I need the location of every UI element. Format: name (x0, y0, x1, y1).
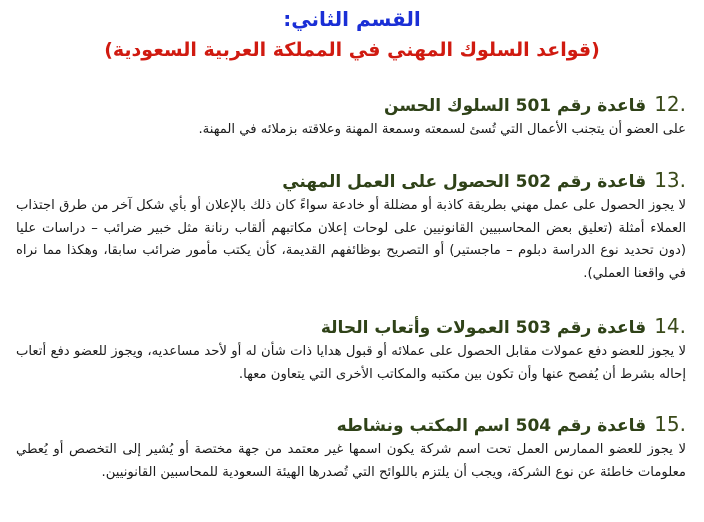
rule-body: لا يجوز للعضو الممارس العمل تحت اسم شركة يكون اسمها غير معتمد من جهة مختصة أو يُشير إلى التخصص أو يُعطي معلومات خاطئة عن نوع الشركة، ويجب أن يلتزم باللوائح التي تُصدرها الهيئة السعودية للمحاسبين القانونيين. (16, 442, 686, 480)
section-title: القسم الثاني: (283, 7, 421, 31)
rule-body: لا يجوز للعضو دفع عمولات مقابل الحصول على عملائه أو قبول هدايا ذات شأن له أو لأحد مساعديه، ويجوز للعضو دفع أتعاب إحاله بشرط أن يُفصح عنها وأن تكون بين مكتبه والمكاتب الأخرى التي يتعاون معها. (16, 344, 686, 382)
section-subtitle: (قواعد السلوك المهني في المملكة العربية السعودية) (104, 39, 600, 61)
rule-number: 12. (654, 92, 686, 116)
rule-heading (16, 412, 686, 438)
rule-title: قاعدة رقم 502 الحصول على العمل المهني (282, 172, 647, 192)
rule-heading (16, 92, 686, 118)
rule-item (16, 168, 686, 285)
rule-item (16, 412, 686, 484)
rule-item (16, 314, 686, 386)
rule-number: 13. (654, 168, 686, 192)
rule-body: على العضو أن يتجنب الأعمال التي تُسئ لسمعته وسمعة المهنة وعلاقته بزملائه في المهنة. (198, 122, 686, 137)
section-header (0, 6, 704, 64)
rule-item (16, 92, 686, 142)
rule-title: قاعدة رقم 503 العمولات وأتعاب الحالة (320, 318, 647, 338)
rule-title: قاعدة رقم 504 اسم المكتب ونشاطه (336, 416, 647, 436)
rule-title: قاعدة رقم 501 السلوك الحسن (384, 96, 647, 116)
rule-number: 15. (654, 412, 686, 436)
rule-heading (16, 168, 686, 194)
rule-body: لا يجوز الحصول على عمل مهني بطريقة كاذبة أو مضللة أو خادعة سواءً كان ذلك بالإعلان أو بأي شكل آخر من طرق اجتذاب العملاء أمثلة (تعليق بعض المحاسبيين القانونيين على لوحات إعلان مكاتبهم ألقاب رنانة مثل خبير ضرائب – دراسات عليا (دون تحديد نوع الدراسة دبلوم – ماجستير) أو التصريح بوظائفهم القديمة، كأن يكتب مأمور ضرائب سابقا، وهكذا مما نراه في واقعنا العملي). (16, 198, 686, 281)
rule-number: 14. (654, 314, 686, 338)
rule-heading (16, 314, 686, 340)
